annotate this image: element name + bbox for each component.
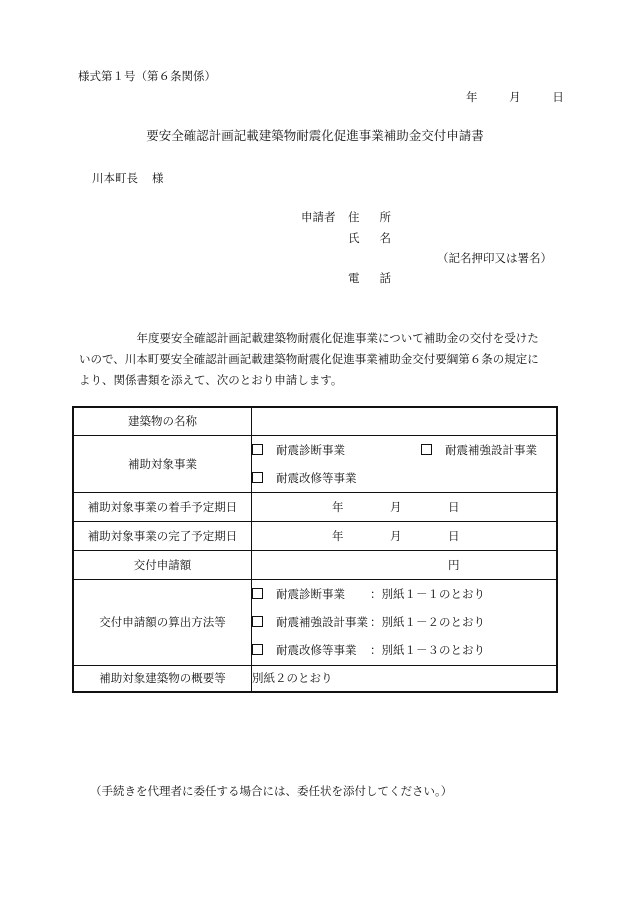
checkbox-calc-renovation[interactable]	[252, 644, 263, 655]
target-project-label: 補助対象事業	[73, 435, 252, 492]
end-year-label: 年	[332, 528, 344, 543]
checkbox-renovation[interactable]	[252, 472, 263, 483]
statement-line: より、関係書類を添えて、次のとおり申請します。	[79, 373, 343, 387]
application-statement	[79, 328, 559, 391]
application-table	[72, 406, 558, 693]
statement-line: 年度要安全確認計画記載建築物耐震化促進事業について補助金の交付を受けた	[79, 331, 539, 345]
calc-name-renovation: 耐震改修等事業	[276, 643, 357, 657]
table-row	[73, 492, 557, 521]
date-month-label: 月	[509, 90, 521, 104]
overview-label: 補助対象建築物の概要等	[73, 665, 252, 692]
phone-label: 電 話	[348, 271, 391, 285]
addressee-honorific: 様	[152, 171, 164, 185]
start-day-label: 日	[448, 499, 460, 514]
checkbox-diagnosis[interactable]	[252, 444, 263, 455]
checkbox-calc-diagnosis[interactable]	[252, 588, 263, 599]
table-row	[73, 665, 557, 692]
name-label: 氏 名	[348, 231, 391, 245]
seal-note: （記名押印又は署名）	[437, 251, 552, 265]
footnote: （手続きを代理者に委任する場合には、委任状を添付してください。）	[90, 784, 453, 798]
option-reinforcement-design: 耐震補強設計事業	[445, 442, 537, 457]
calc-name-design: 耐震補強設計事業	[276, 615, 368, 629]
amount-unit: 円	[448, 557, 460, 572]
table-row	[73, 521, 557, 550]
calc-ref-design: ：別紙１－２のとおり	[370, 615, 485, 629]
table-row	[73, 550, 557, 579]
statement-line: いので、川本町要安全確認計画記載建築物耐震化促進事業補助金交付要綱第６条の規定に	[79, 352, 539, 366]
option-renovation: 耐震改修等事業	[276, 470, 357, 485]
calc-method-label: 交付申請額の算出方法等	[73, 579, 252, 665]
building-name-label: 建築物の名称	[73, 407, 252, 435]
calc-method-options	[252, 579, 558, 665]
addressee	[92, 170, 164, 186]
calc-ref-diagnosis: ：別紙１－１のとおり	[370, 587, 485, 601]
table-row	[73, 579, 557, 665]
calc-name-diagnosis: 耐震診断事業	[276, 587, 345, 601]
amount-field[interactable]	[252, 550, 558, 579]
overview-value: 別紙２のとおり	[252, 665, 558, 692]
date-year-label: 年	[466, 90, 478, 104]
addressee-name: 川本町長	[92, 171, 138, 185]
building-name-field[interactable]	[252, 407, 558, 435]
checkbox-reinforcement-design[interactable]	[421, 444, 432, 455]
start-month-label: 月	[390, 499, 402, 514]
calc-ref-renovation: ：別紙１－３のとおり	[370, 643, 485, 657]
document-title: 要安全確認計画記載建築物耐震化促進事業補助金交付申請書	[146, 128, 484, 143]
option-diagnosis: 耐震診断事業	[276, 442, 345, 457]
end-date-label: 補助対象事業の完了予定期日	[73, 521, 252, 550]
end-date-field[interactable]	[252, 521, 558, 550]
start-date-label: 補助対象事業の着手予定期日	[73, 492, 252, 521]
address-label: 住 所	[348, 210, 391, 224]
application-date	[466, 89, 564, 105]
applicant-label: 申請者	[301, 210, 336, 224]
form-number: 様式第１号（第６条関係）	[78, 69, 216, 83]
start-year-label: 年	[332, 499, 344, 514]
amount-label: 交付申請額	[73, 550, 252, 579]
table-row	[73, 407, 557, 435]
table-row	[73, 435, 557, 492]
start-date-field[interactable]	[252, 492, 558, 521]
target-project-options	[252, 435, 558, 492]
checkbox-calc-design[interactable]	[252, 616, 263, 627]
end-day-label: 日	[448, 528, 460, 543]
date-day-label: 日	[552, 90, 564, 104]
end-month-label: 月	[390, 528, 402, 543]
